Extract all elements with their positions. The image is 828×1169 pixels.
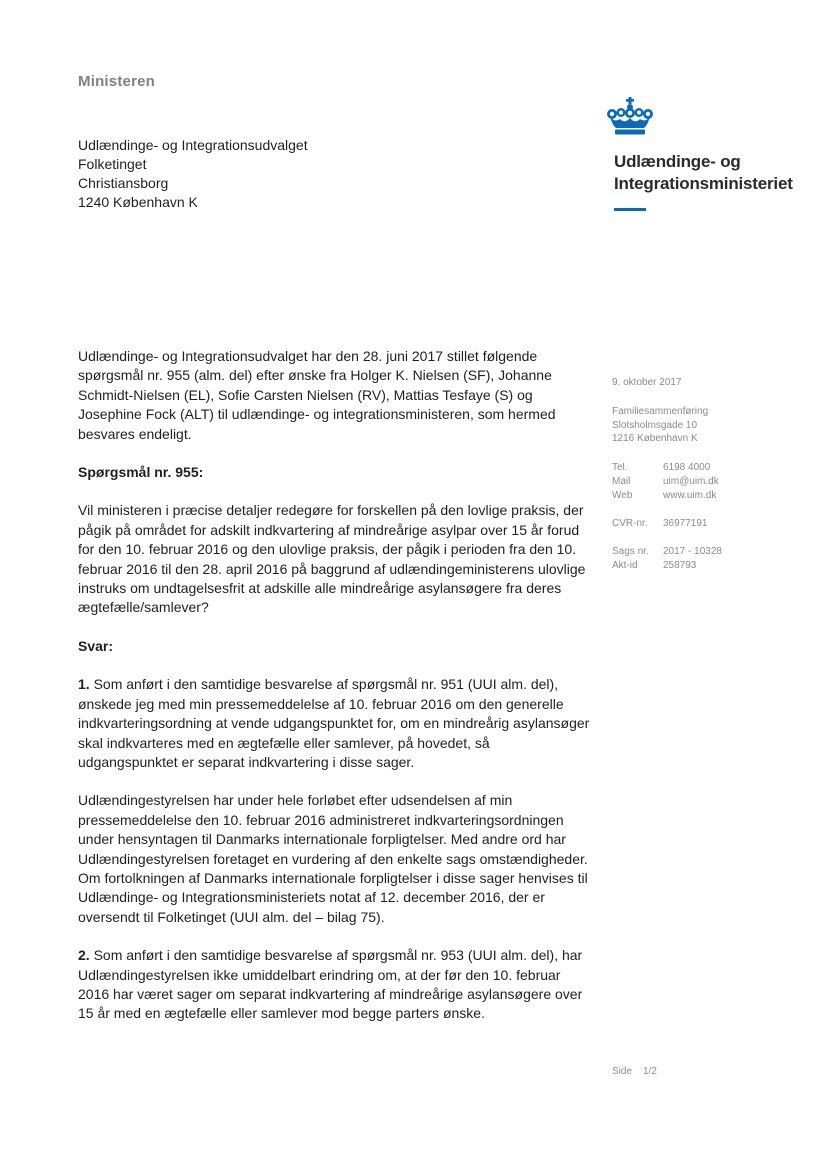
contact-mail xyxy=(612,475,719,489)
case-number xyxy=(612,545,722,559)
page-label: Side xyxy=(612,1066,633,1077)
contact-value: uim@uim.dk xyxy=(663,476,719,487)
department-address xyxy=(612,405,708,446)
question-paragraph: Vil ministeren i præcise detaljer redegøre for forskellen på den lovlige praksis, der pågik på området for adskilt indkvartering af mindreårige asylpar over 15 år forud for den 10. februar 2016 og den ulovlige praksis, der pågik i perioden fra den 10. februar 2016 til den 28. april 2016 på baggrund af udlændingeministerens ulovlige instruks om undtagelsesfrit at adskille alle mindreårige asylansøgere fra deres ægtefælle/samlever? xyxy=(78,502,586,616)
department-line: 1216 København K xyxy=(612,433,698,444)
cvr-label: CVR-nr. xyxy=(612,518,648,529)
sender-label: Ministeren xyxy=(78,73,156,90)
contact-value: 6198 4000 xyxy=(663,462,711,473)
cvr-number xyxy=(612,517,708,531)
act-id xyxy=(612,559,696,573)
act-label: Akt-id xyxy=(612,560,638,571)
contact-label: Web xyxy=(612,490,633,501)
contact-value: www.uim.dk xyxy=(663,490,717,501)
crown-icon xyxy=(606,97,654,137)
answer-text: Som anført i den samtidige besvarelse af spørgsmål nr. 953 (UUI alm. del), har Udlændingestyrelsen ikke umiddelbart erindring om, at der før den 10. februar 2016 har været sager om separat indkvartering af mindreårige asylansøgere over 15 år med en ægtefælle eller samlever mod begge parters ønske. xyxy=(78,947,583,1022)
recipient-address xyxy=(78,136,308,212)
contact-tel xyxy=(612,461,710,475)
answer-paragraph-2 xyxy=(78,946,593,1024)
act-value: 258793 xyxy=(663,560,697,571)
address-line: Udlændinge- og Integrationsudvalget xyxy=(78,137,308,153)
contact-label: Tel. xyxy=(612,462,628,473)
answer-number: 1. xyxy=(78,676,90,693)
contact-label: Mail xyxy=(612,476,631,487)
case-label: Sags nr. xyxy=(612,546,649,557)
answer-paragraph-1 xyxy=(78,675,593,772)
ministry-accent-line xyxy=(614,208,646,211)
address-line: Folketinget xyxy=(78,156,147,172)
department-line: Familiesammenføring xyxy=(612,406,709,417)
cvr-value: 36977191 xyxy=(663,518,708,529)
letter-body xyxy=(78,347,593,1043)
page-value: 1/2 xyxy=(643,1066,657,1077)
letter-date: 9. oktober 2017 xyxy=(612,377,682,388)
address-line: Christiansborg xyxy=(78,175,169,191)
contact-web xyxy=(612,489,716,503)
case-value: 2017 - 10328 xyxy=(663,546,722,557)
ministry-name xyxy=(614,151,793,195)
ministry-name-line: Integrationsministeriet xyxy=(614,174,793,193)
ministry-name-line: Udlændinge- og xyxy=(614,152,741,171)
address-line: 1240 København K xyxy=(78,194,198,210)
page-number xyxy=(612,1066,657,1077)
answer-paragraph-1b: Udlændingestyrelsen har under hele forløbet efter udsendelsen af min pressemeddelelse den 10. februar 2016 administreret indkvarteringsordningen under hensyntagen til Danmarks internationale forpligtelser. Med andre ord har Udlændingestyrelsen foretaget en vurdering af den enkelte sags omstændigheder. Om fortolkningen af Danmarks internationale forpligtelser i disse sager henvises til Udlændinge- og Integrationsministeriets notat af 12. december 2016, der er oversendt til Folketinget (UUI alm. del – bilag 75). xyxy=(78,792,588,925)
answer-number: 2. xyxy=(78,947,90,964)
department-line: Slotsholmsgade 10 xyxy=(612,419,698,431)
answer-text: Som anført i den samtidige besvarelse af spørgsmål nr. 951 (UUI alm. del), ønskede jeg med min pressemeddelelse af 10. februar 2016 om den generelle indkvarteringsordning at vende udgangspunktet for, om en mindreårig asylansøger skal indkvarteres med en ægtefælle eller samlever, på hovedet, så udgangspunktet er separat indkvartering i disse sager. xyxy=(78,676,590,770)
question-heading: Spørgsmål nr. 955: xyxy=(78,464,204,481)
intro-paragraph: Udlændinge- og Integrationsudvalget har den 28. juni 2017 stillet følgende spørgsmål nr. 955 (alm. del) efter ønske fra Holger K. Nielsen (SF), Johanne Schmidt-Nielsen (EL), Sofie Carsten Nielsen (RV), Mattias Tesfaye (S) og Josephine Fock (ALT) til udlændinge- og integrationsministeren, som hermed besvares endeligt. xyxy=(78,348,556,442)
answer-heading: Svar: xyxy=(78,637,114,654)
